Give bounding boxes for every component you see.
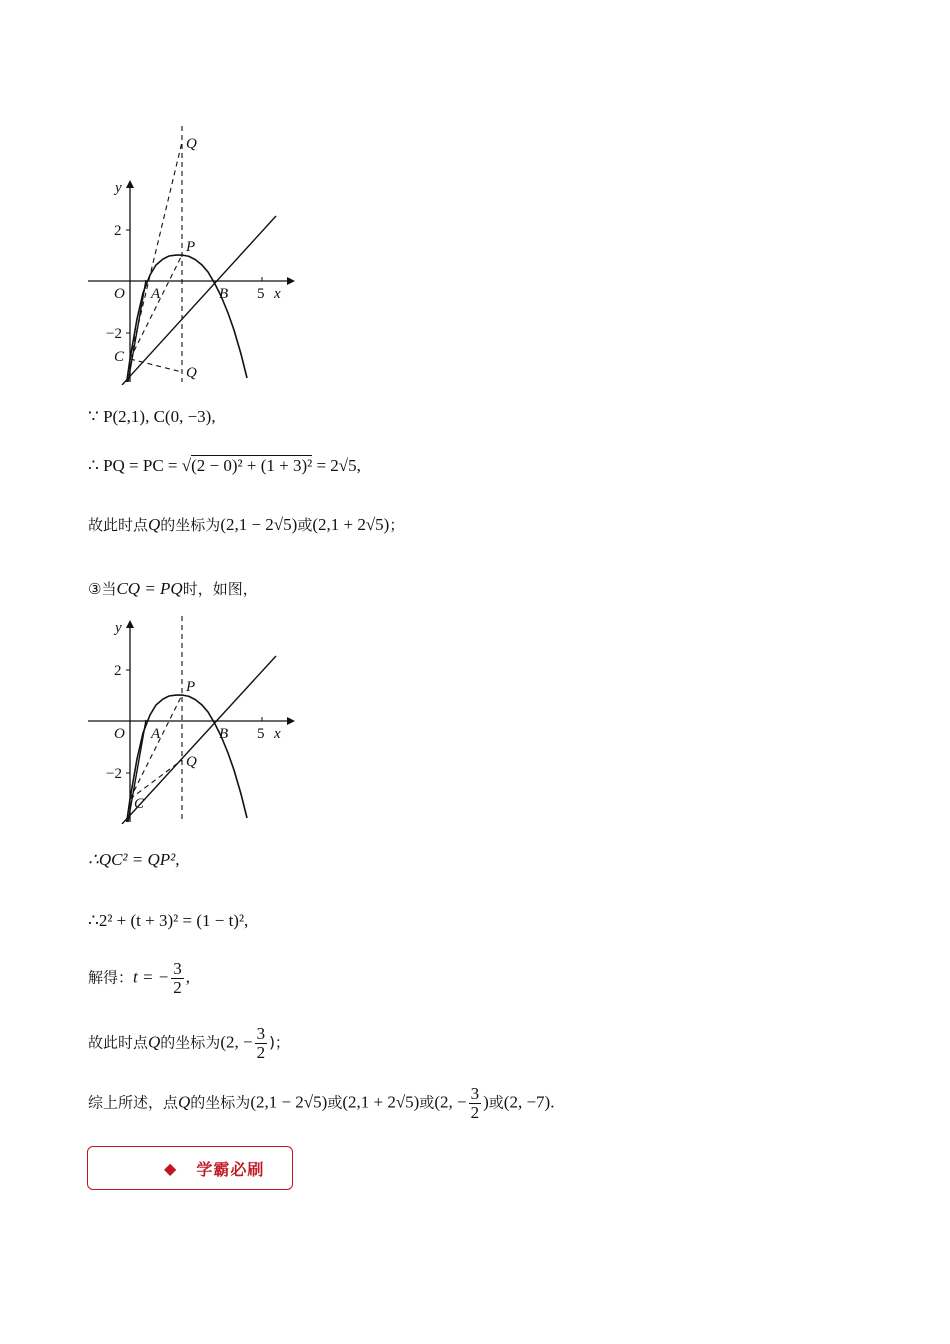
fraction: $\frac{3}{2}$ bbox=[173, 959, 182, 997]
tick-5: 5 bbox=[257, 286, 265, 302]
label-x: x bbox=[274, 286, 281, 302]
section-badge bbox=[87, 1146, 293, 1190]
tick-2: 2 bbox=[114, 663, 122, 679]
label-p: P bbox=[186, 239, 196, 255]
label-x: x bbox=[274, 726, 281, 742]
label-q: Q bbox=[186, 754, 197, 770]
label-a: A bbox=[151, 286, 161, 302]
label-b: B bbox=[219, 286, 229, 302]
line-pq-length: ∴ PQ = PC = √(2 − 0)² + (1 + 3)² = 2√5, bbox=[88, 456, 361, 475]
label-p: P bbox=[186, 679, 196, 695]
diamond-icon: ◆ bbox=[164, 1158, 177, 1178]
label-y: y bbox=[115, 620, 122, 636]
fraction: $\frac{3}{2}$ bbox=[470, 1084, 480, 1122]
line-equation: ∴2² + (t + 3)² = (1 − t)², bbox=[88, 911, 249, 930]
tick-minus-2: −2 bbox=[106, 326, 122, 342]
label-o: O bbox=[114, 726, 125, 742]
line-coord-case2: 故此时点Q的坐标为(2,1 − 2√5)或(2,1 + 2√5)； bbox=[88, 515, 405, 534]
label-c: C bbox=[134, 796, 145, 812]
label-q-top: Q bbox=[186, 136, 197, 152]
line-coord-case3: 故此时点Q的坐标为(2, − $\frac{3}{2}$ )； bbox=[88, 1024, 290, 1062]
label-b: B bbox=[219, 726, 229, 742]
label-y: y bbox=[115, 180, 122, 196]
line-solution: 解得：t = − $\frac{3}{2}$ , bbox=[88, 959, 190, 997]
figure-2 bbox=[82, 612, 302, 824]
figure-1 bbox=[82, 120, 302, 385]
label-a: A bbox=[151, 726, 161, 742]
badge-label: 学霸必刷 bbox=[196, 1159, 265, 1179]
label-o: O bbox=[114, 286, 125, 302]
fraction: $\frac{3}{2}$ bbox=[256, 1024, 266, 1062]
line-case3-heading: ③当CQ = PQ时，如图， bbox=[88, 579, 258, 598]
figure-2-graph bbox=[82, 612, 302, 824]
tick-2: 2 bbox=[114, 223, 122, 239]
line-given-points: ∵ P(2,1), C(0, −3), bbox=[88, 407, 216, 426]
line-summary: 综上所述，点Q的坐标为(2,1 − 2√5)或(2,1 + 2√5)或(2, − $\frac{3}{2}$ )或(2, −7). bbox=[88, 1084, 555, 1122]
tick-minus-2: −2 bbox=[106, 766, 122, 782]
line-qc-eq-qp: ∴QC² = QP², bbox=[88, 850, 180, 869]
label-q-bottom: Q bbox=[186, 365, 197, 381]
label-c: C bbox=[114, 349, 125, 365]
figure-1-graph bbox=[82, 120, 302, 385]
tick-5: 5 bbox=[257, 726, 265, 742]
